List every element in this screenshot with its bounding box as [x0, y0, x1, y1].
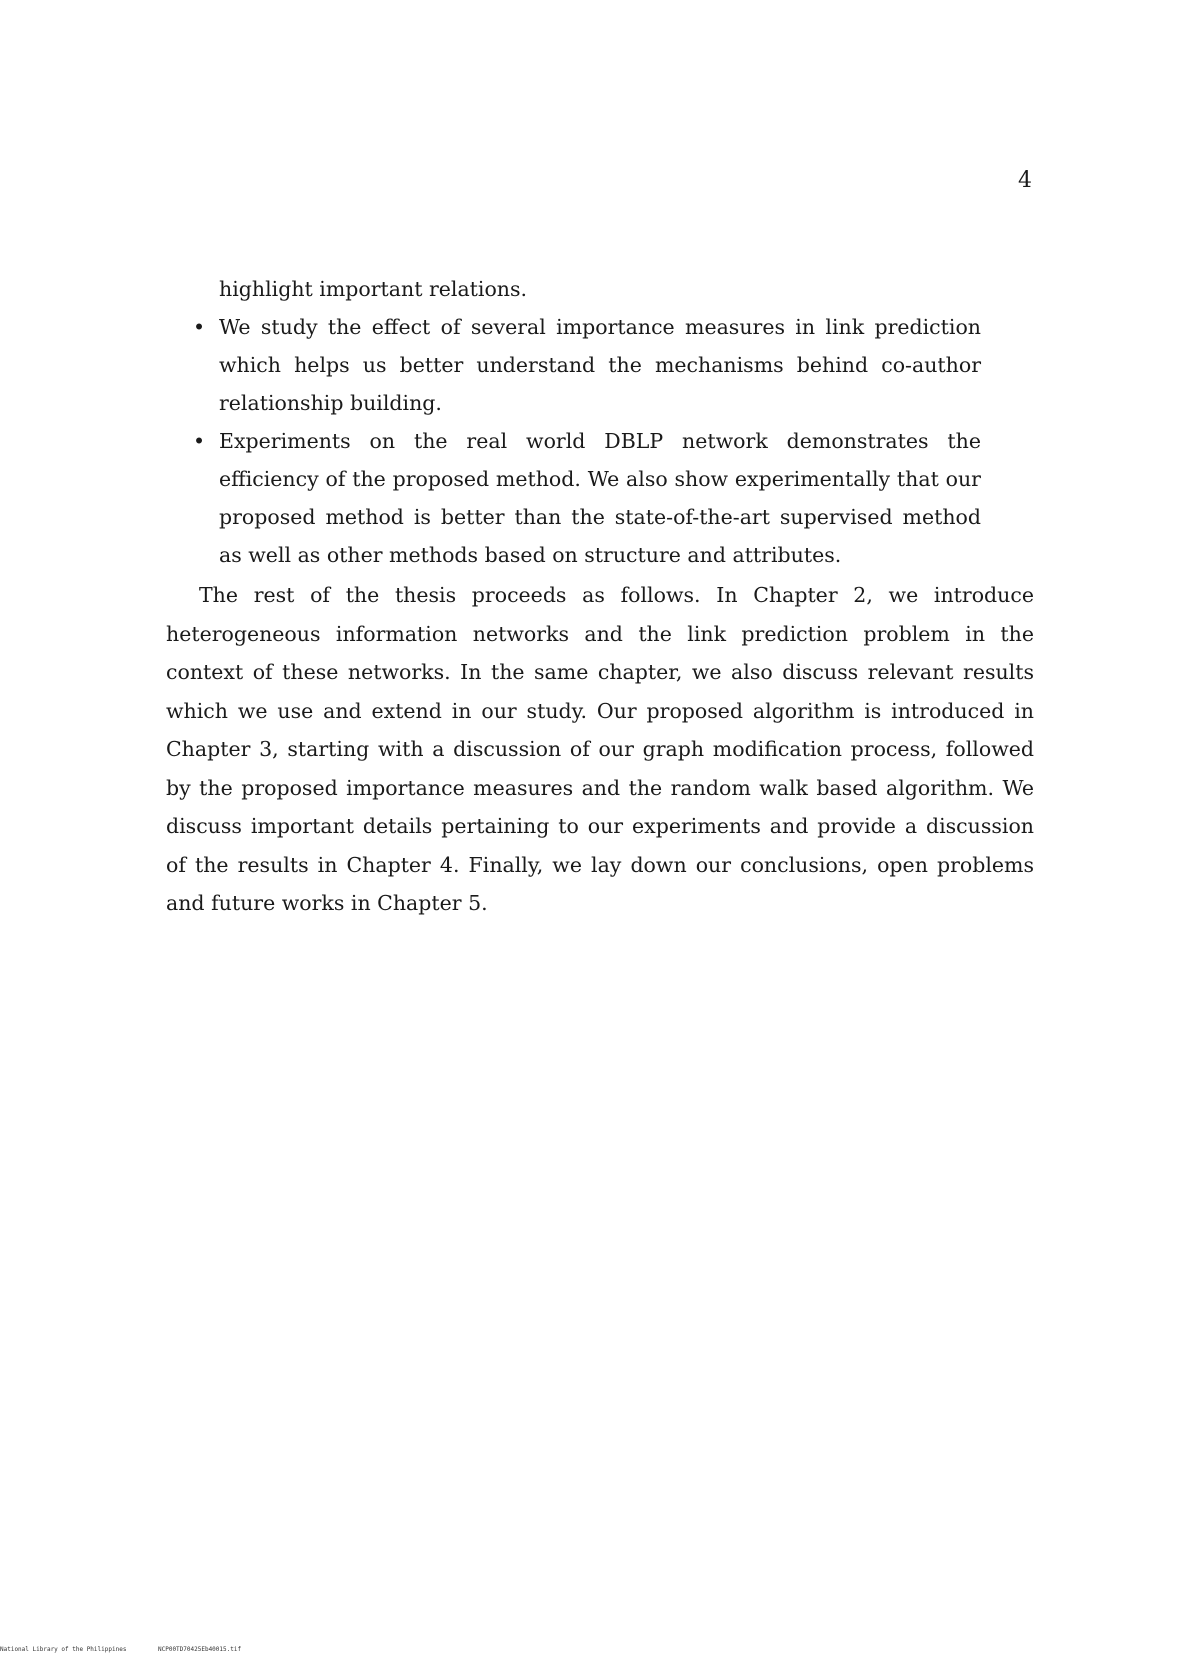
list-item	[193, 422, 981, 574]
contribution-list	[193, 308, 981, 574]
bullet-icon: •	[193, 429, 206, 453]
footer-file-id: NCP00TD70425Eb40015.tif	[158, 1646, 242, 1653]
continuation-text: highlight important relations.	[219, 277, 528, 301]
bullet-icon: •	[193, 315, 206, 339]
list-item	[193, 308, 981, 422]
thesis-outline-paragraph: The rest of the thesis proceeds as follows. In Chapter 2, we introduce heterogeneous information networks and the link prediction problem in the context of these networks. In the same chapter, we also discuss relevant results which we use and extend in our study. Our proposed algorithm is introduced in Chapter 3, starting with a discussion of our graph modification process, followed by the proposed importance measures and the random walk based algorithm. We discuss important details pertaining to our experiments and provide a discussion of the results in Chapter 4. Finally, we lay down our conclusions, open problems and future works in Chapter 5.	[166, 583, 1034, 915]
page-number: 4	[1018, 168, 1032, 193]
footer-library: National Library of the Philippines	[0, 1646, 127, 1653]
bullet-text: We study the effect of several importance measures in link prediction which helps us better understand the mechanisms behind co-author relationship building.	[219, 315, 981, 415]
bullet-text: Experiments on the real world DBLP network demonstrates the efficiency of the proposed method. We also show experimentally that our proposed method is better than the state-of-the-art supervised method as well as other methods based on structure and attributes.	[219, 429, 981, 567]
